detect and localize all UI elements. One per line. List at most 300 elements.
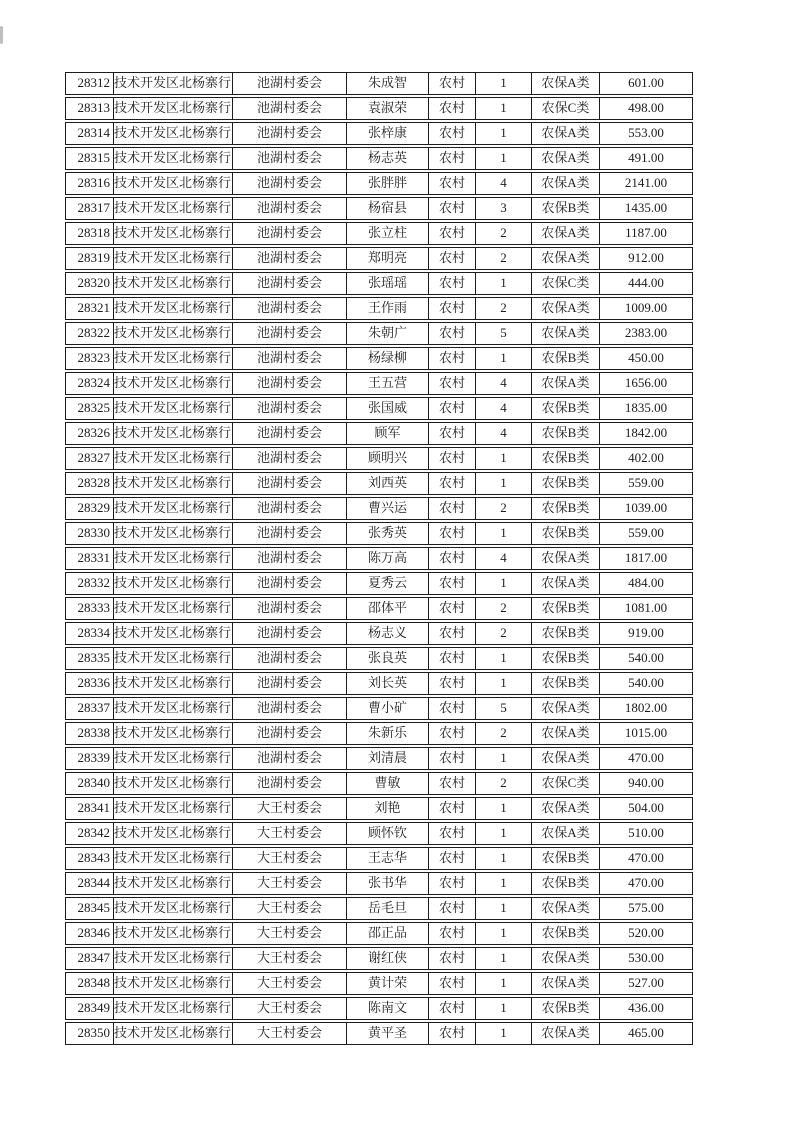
cell-name: 刘清晨 xyxy=(347,748,429,769)
cell-category: 农保B类 xyxy=(532,498,600,519)
table-row xyxy=(65,972,693,995)
cell-amount: 484.00 xyxy=(628,575,664,590)
cell-residence: 农村 xyxy=(429,898,476,919)
cell-amount: 1435.00 xyxy=(624,200,668,215)
cell-count: 2 xyxy=(476,498,532,519)
cell-residence: 农村 xyxy=(429,498,476,519)
cell-village: 池湖村委会 xyxy=(233,248,347,269)
cell-village: 大王村委会 xyxy=(233,948,347,969)
cell-village: 大王村委会 xyxy=(233,998,347,1019)
cell-name: 王五营 xyxy=(347,373,429,394)
cell-village: 池湖村委会 xyxy=(233,523,347,544)
cell-residence: 农村 xyxy=(429,723,476,744)
cell-unit: 技术开发区北杨寨行 xyxy=(114,423,233,444)
cell-category: 农保A类 xyxy=(532,723,600,744)
table-row xyxy=(65,322,693,345)
cell-residence: 农村 xyxy=(429,73,476,94)
cell-village: 池湖村委会 xyxy=(233,598,347,619)
cell-village: 大王村委会 xyxy=(233,798,347,819)
cell-amount: 504.00 xyxy=(628,800,664,815)
cell-amount: 470.00 xyxy=(628,750,664,765)
cell-amount: 1187.00 xyxy=(625,225,667,240)
cell-amount: 1015.00 xyxy=(624,725,668,740)
cell-residence: 农村 xyxy=(429,423,476,444)
cell-unit: 技术开发区北杨寨行 xyxy=(114,698,233,719)
cell-unit: 技术开发区北杨寨行 xyxy=(114,498,233,519)
cell-amount: 444.00 xyxy=(628,275,664,290)
table-row xyxy=(65,822,693,845)
table-row xyxy=(65,722,693,745)
cell-category: 农保A类 xyxy=(532,948,600,969)
cell-village: 大王村委会 xyxy=(233,1023,347,1044)
cell-id: 28345 xyxy=(66,898,114,919)
cell-id: 28330 xyxy=(66,523,114,544)
cell-residence: 农村 xyxy=(429,1023,476,1044)
cell-count: 3 xyxy=(476,198,532,219)
cell-name: 邵体平 xyxy=(347,598,429,619)
cell-count: 5 xyxy=(476,323,532,344)
cell-amount: 510.00 xyxy=(628,825,664,840)
cell-count: 2 xyxy=(476,248,532,269)
cell-count: 1 xyxy=(476,998,532,1019)
cell-id: 28333 xyxy=(66,598,114,619)
cell-category: 农保A类 xyxy=(532,123,600,144)
cell-count: 4 xyxy=(476,423,532,444)
cell-id: 28347 xyxy=(66,948,114,969)
table-row xyxy=(65,297,693,320)
cell-village: 池湖村委会 xyxy=(233,73,347,94)
cell-name: 王作雨 xyxy=(347,298,429,319)
cell-residence: 农村 xyxy=(429,923,476,944)
cell-id: 28340 xyxy=(66,773,114,794)
cell-residence: 农村 xyxy=(429,848,476,869)
cell-count: 1 xyxy=(476,823,532,844)
cell-village: 大王村委会 xyxy=(233,848,347,869)
cell-name: 刘西英 xyxy=(347,473,429,494)
cell-id: 28321 xyxy=(66,298,114,319)
table-row xyxy=(65,497,693,520)
cell-village: 池湖村委会 xyxy=(233,773,347,794)
cell-amount: 498.00 xyxy=(628,100,664,115)
cell-id: 28341 xyxy=(66,798,114,819)
cell-id: 28342 xyxy=(66,823,114,844)
cell-count: 1 xyxy=(476,148,532,169)
cell-unit: 技术开发区北杨寨行 xyxy=(114,998,233,1019)
cell-village: 池湖村委会 xyxy=(233,173,347,194)
cell-count: 4 xyxy=(476,373,532,394)
cell-amount: 491.00 xyxy=(628,150,664,165)
cell-category: 农保A类 xyxy=(532,73,600,94)
cell-amount: 470.00 xyxy=(628,875,664,890)
cell-id: 28326 xyxy=(66,423,114,444)
cell-category: 农保B类 xyxy=(532,598,600,619)
cell-amount: 465.00 xyxy=(628,1025,664,1040)
cell-category: 农保B类 xyxy=(532,923,600,944)
cell-name: 黄计荣 xyxy=(347,973,429,994)
cell-unit: 技术开发区北杨寨行 xyxy=(114,273,233,294)
cell-id: 28346 xyxy=(66,923,114,944)
cell-count: 1 xyxy=(476,448,532,469)
cell-count: 1 xyxy=(476,873,532,894)
table-row xyxy=(65,572,693,595)
cell-unit: 技术开发区北杨寨行 xyxy=(114,123,233,144)
cell-count: 1 xyxy=(476,523,532,544)
cell-amount: 520.00 xyxy=(628,925,664,940)
cell-village: 大王村委会 xyxy=(233,898,347,919)
table-row xyxy=(65,522,693,545)
table-row xyxy=(65,147,693,170)
table-row xyxy=(65,97,693,120)
cell-amount: 402.00 xyxy=(628,450,664,465)
table-row xyxy=(65,422,693,445)
cell-residence: 农村 xyxy=(429,873,476,894)
cell-amount: 1656.00 xyxy=(624,375,668,390)
cell-unit: 技术开发区北杨寨行 xyxy=(114,173,233,194)
cell-residence: 农村 xyxy=(429,823,476,844)
table-row xyxy=(65,472,693,495)
cell-amount: 540.00 xyxy=(628,675,664,690)
cell-id: 28331 xyxy=(66,548,114,569)
cell-category: 农保B类 xyxy=(532,448,600,469)
cell-unit: 技术开发区北杨寨行 xyxy=(114,548,233,569)
cell-village: 池湖村委会 xyxy=(233,648,347,669)
cell-unit: 技术开发区北杨寨行 xyxy=(114,748,233,769)
cell-residence: 农村 xyxy=(429,98,476,119)
cell-id: 28322 xyxy=(66,323,114,344)
table-row xyxy=(65,897,693,920)
table-row xyxy=(65,172,693,195)
cell-village: 大王村委会 xyxy=(233,823,347,844)
cell-id: 28320 xyxy=(66,273,114,294)
cell-unit: 技术开发区北杨寨行 xyxy=(114,348,233,369)
cell-village: 池湖村委会 xyxy=(233,498,347,519)
cell-category: 农保C类 xyxy=(532,273,600,294)
cell-name: 杨宿县 xyxy=(347,198,429,219)
cell-category: 农保A类 xyxy=(532,1023,600,1044)
cell-residence: 农村 xyxy=(429,548,476,569)
cell-count: 5 xyxy=(476,698,532,719)
cell-residence: 农村 xyxy=(429,248,476,269)
cell-id: 28332 xyxy=(66,573,114,594)
table-row xyxy=(65,1022,693,1045)
cell-amount: 540.00 xyxy=(628,650,664,665)
cell-amount: 553.00 xyxy=(628,125,664,140)
cell-unit: 技术开发区北杨寨行 xyxy=(114,573,233,594)
cell-count: 2 xyxy=(476,598,532,619)
cell-amount: 530.00 xyxy=(628,950,664,965)
cell-residence: 农村 xyxy=(429,298,476,319)
cell-name: 朱成智 xyxy=(347,73,429,94)
cell-unit: 技术开发区北杨寨行 xyxy=(114,623,233,644)
cell-category: 农保B类 xyxy=(532,623,600,644)
cell-name: 张梓康 xyxy=(347,123,429,144)
cell-name: 刘艳 xyxy=(347,798,429,819)
cell-count: 2 xyxy=(476,623,532,644)
cell-village: 大王村委会 xyxy=(233,973,347,994)
cell-amount: 1817.00 xyxy=(624,550,668,565)
cell-residence: 农村 xyxy=(429,698,476,719)
cell-residence: 农村 xyxy=(429,598,476,619)
cell-name: 曹兴运 xyxy=(347,498,429,519)
cell-category: 农保C类 xyxy=(532,98,600,119)
cell-unit: 技术开发区北杨寨行 xyxy=(114,523,233,544)
cell-village: 池湖村委会 xyxy=(233,473,347,494)
cell-id: 28315 xyxy=(66,148,114,169)
cell-count: 1 xyxy=(476,123,532,144)
cell-unit: 技术开发区北杨寨行 xyxy=(114,1023,233,1044)
cell-village: 池湖村委会 xyxy=(233,348,347,369)
cell-amount: 559.00 xyxy=(628,475,664,490)
cell-unit: 技术开发区北杨寨行 xyxy=(114,648,233,669)
table-row xyxy=(65,947,693,970)
cell-village: 池湖村委会 xyxy=(233,698,347,719)
cell-count: 4 xyxy=(476,173,532,194)
cell-id: 28350 xyxy=(66,1023,114,1044)
cell-category: 农保A类 xyxy=(532,798,600,819)
cell-amount: 527.00 xyxy=(628,975,664,990)
cell-count: 1 xyxy=(476,348,532,369)
cell-residence: 农村 xyxy=(429,223,476,244)
table-row xyxy=(65,397,693,420)
cell-unit: 技术开发区北杨寨行 xyxy=(114,98,233,119)
cell-count: 1 xyxy=(476,748,532,769)
cell-category: 农保B类 xyxy=(532,198,600,219)
cell-residence: 农村 xyxy=(429,973,476,994)
cell-category: 农保A类 xyxy=(532,548,600,569)
cell-unit: 技术开发区北杨寨行 xyxy=(114,773,233,794)
cell-id: 28349 xyxy=(66,998,114,1019)
cell-village: 池湖村委会 xyxy=(233,148,347,169)
cell-count: 1 xyxy=(476,923,532,944)
cell-name: 朱新乐 xyxy=(347,723,429,744)
cell-id: 28316 xyxy=(66,173,114,194)
cell-village: 池湖村委会 xyxy=(233,748,347,769)
cell-name: 顾明兴 xyxy=(347,448,429,469)
cell-unit: 技术开发区北杨寨行 xyxy=(114,923,233,944)
cell-village: 池湖村委会 xyxy=(233,623,347,644)
cell-id: 28338 xyxy=(66,723,114,744)
cell-category: 农保A类 xyxy=(532,823,600,844)
cell-amount: 912.00 xyxy=(628,250,664,265)
cell-count: 1 xyxy=(476,798,532,819)
cell-amount: 940.00 xyxy=(628,775,664,790)
cell-amount: 1081.00 xyxy=(624,600,668,615)
cell-count: 1 xyxy=(476,273,532,294)
table-row xyxy=(65,197,693,220)
cell-id: 28337 xyxy=(66,698,114,719)
table-row xyxy=(65,372,693,395)
cell-amount: 2383.00 xyxy=(624,325,668,340)
cell-residence: 农村 xyxy=(429,523,476,544)
table-row xyxy=(65,872,693,895)
cell-residence: 农村 xyxy=(429,623,476,644)
cell-count: 4 xyxy=(476,548,532,569)
cell-name: 张瑶瑶 xyxy=(347,273,429,294)
scan-edge-artifact xyxy=(0,26,3,44)
cell-unit: 技术开发区北杨寨行 xyxy=(114,73,233,94)
cell-category: 农保A类 xyxy=(532,698,600,719)
cell-category: 农保A类 xyxy=(532,248,600,269)
cell-unit: 技术开发区北杨寨行 xyxy=(114,848,233,869)
cell-amount: 1802.00 xyxy=(624,700,668,715)
cell-name: 谢红侠 xyxy=(347,948,429,969)
cell-count: 1 xyxy=(476,573,532,594)
cell-category: 农保A类 xyxy=(532,173,600,194)
cell-name: 曹敏 xyxy=(347,773,429,794)
cell-residence: 农村 xyxy=(429,123,476,144)
cell-residence: 农村 xyxy=(429,673,476,694)
cell-amount: 2141.00 xyxy=(624,175,668,190)
cell-id: 28344 xyxy=(66,873,114,894)
cell-count: 1 xyxy=(476,473,532,494)
cell-residence: 农村 xyxy=(429,573,476,594)
cell-unit: 技术开发区北杨寨行 xyxy=(114,798,233,819)
cell-residence: 农村 xyxy=(429,998,476,1019)
cell-name: 张胖胖 xyxy=(347,173,429,194)
cell-residence: 农村 xyxy=(429,273,476,294)
cell-category: 农保B类 xyxy=(532,673,600,694)
cell-name: 陈南文 xyxy=(347,998,429,1019)
cell-category: 农保B类 xyxy=(532,873,600,894)
cell-id: 28334 xyxy=(66,623,114,644)
cell-unit: 技术开发区北杨寨行 xyxy=(114,248,233,269)
cell-village: 池湖村委会 xyxy=(233,273,347,294)
table-row xyxy=(65,647,693,670)
cell-village: 池湖村委会 xyxy=(233,398,347,419)
cell-unit: 技术开发区北杨寨行 xyxy=(114,448,233,469)
cell-name: 袁淑荣 xyxy=(347,98,429,119)
cell-unit: 技术开发区北杨寨行 xyxy=(114,723,233,744)
cell-village: 池湖村委会 xyxy=(233,223,347,244)
cell-amount: 1835.00 xyxy=(624,400,668,415)
cell-id: 28319 xyxy=(66,248,114,269)
cell-id: 28313 xyxy=(66,98,114,119)
cell-amount: 450.00 xyxy=(628,350,664,365)
cell-name: 杨志英 xyxy=(347,148,429,169)
cell-village: 池湖村委会 xyxy=(233,373,347,394)
cell-count: 1 xyxy=(476,948,532,969)
cell-amount: 575.00 xyxy=(628,900,664,915)
cell-category: 农保B类 xyxy=(532,348,600,369)
cell-amount: 1842.00 xyxy=(624,425,668,440)
cell-residence: 农村 xyxy=(429,748,476,769)
cell-name: 郑明亮 xyxy=(347,248,429,269)
cell-name: 杨志义 xyxy=(347,623,429,644)
cell-village: 大王村委会 xyxy=(233,873,347,894)
cell-name: 张书华 xyxy=(347,873,429,894)
table-row xyxy=(65,597,693,620)
cell-village: 池湖村委会 xyxy=(233,323,347,344)
cell-id: 28323 xyxy=(66,348,114,369)
cell-residence: 农村 xyxy=(429,198,476,219)
cell-name: 张良英 xyxy=(347,648,429,669)
cell-residence: 农村 xyxy=(429,773,476,794)
table-row xyxy=(65,347,693,370)
cell-unit: 技术开发区北杨寨行 xyxy=(114,973,233,994)
cell-unit: 技术开发区北杨寨行 xyxy=(114,223,233,244)
cell-category: 农保A类 xyxy=(532,223,600,244)
cell-village: 大王村委会 xyxy=(233,923,347,944)
cell-category: 农保B类 xyxy=(532,423,600,444)
cell-id: 28325 xyxy=(66,398,114,419)
cell-unit: 技术开发区北杨寨行 xyxy=(114,198,233,219)
cell-name: 岳毛旦 xyxy=(347,898,429,919)
cell-residence: 农村 xyxy=(429,148,476,169)
cell-name: 朱朝广 xyxy=(347,323,429,344)
cell-name: 张国威 xyxy=(347,398,429,419)
cell-category: 农保A类 xyxy=(532,148,600,169)
table-row xyxy=(65,797,693,820)
cell-id: 28314 xyxy=(66,123,114,144)
cell-name: 邵正品 xyxy=(347,923,429,944)
cell-count: 2 xyxy=(476,298,532,319)
table-row xyxy=(65,997,693,1020)
cell-id: 28324 xyxy=(66,373,114,394)
cell-amount: 919.00 xyxy=(628,625,664,640)
table-row xyxy=(65,697,693,720)
table-row xyxy=(65,922,693,945)
cell-category: 农保B类 xyxy=(532,998,600,1019)
cell-category: 农保A类 xyxy=(532,323,600,344)
cell-village: 池湖村委会 xyxy=(233,448,347,469)
cell-village: 池湖村委会 xyxy=(233,298,347,319)
cell-id: 28343 xyxy=(66,848,114,869)
table-row xyxy=(65,847,693,870)
cell-name: 张秀英 xyxy=(347,523,429,544)
cell-name: 顾军 xyxy=(347,423,429,444)
cell-village: 池湖村委会 xyxy=(233,98,347,119)
cell-name: 刘长英 xyxy=(347,673,429,694)
cell-village: 池湖村委会 xyxy=(233,673,347,694)
cell-amount: 436.00 xyxy=(628,1000,664,1015)
cell-id: 28317 xyxy=(66,198,114,219)
cell-category: 农保A类 xyxy=(532,973,600,994)
cell-residence: 农村 xyxy=(429,373,476,394)
cell-count: 2 xyxy=(476,773,532,794)
cell-unit: 技术开发区北杨寨行 xyxy=(114,473,233,494)
table-row xyxy=(65,247,693,270)
table-row xyxy=(65,272,693,295)
cell-village: 池湖村委会 xyxy=(233,573,347,594)
cell-id: 28328 xyxy=(66,473,114,494)
cell-unit: 技术开发区北杨寨行 xyxy=(114,673,233,694)
cell-amount: 559.00 xyxy=(628,525,664,540)
cell-residence: 农村 xyxy=(429,473,476,494)
cell-residence: 农村 xyxy=(429,348,476,369)
cell-village: 池湖村委会 xyxy=(233,723,347,744)
cell-id: 28329 xyxy=(66,498,114,519)
cell-residence: 农村 xyxy=(429,323,476,344)
cell-category: 农保C类 xyxy=(532,773,600,794)
cell-id: 28335 xyxy=(66,648,114,669)
cell-village: 池湖村委会 xyxy=(233,198,347,219)
cell-count: 1 xyxy=(476,848,532,869)
cell-count: 1 xyxy=(476,648,532,669)
cell-residence: 农村 xyxy=(429,448,476,469)
cell-category: 农保B类 xyxy=(532,848,600,869)
cell-village: 池湖村委会 xyxy=(233,123,347,144)
cell-category: 农保A类 xyxy=(532,898,600,919)
cell-name: 夏秀云 xyxy=(347,573,429,594)
cell-unit: 技术开发区北杨寨行 xyxy=(114,373,233,394)
cell-residence: 农村 xyxy=(429,798,476,819)
cell-amount: 470.00 xyxy=(628,850,664,865)
table-row xyxy=(65,622,693,645)
cell-id: 28327 xyxy=(66,448,114,469)
cell-residence: 农村 xyxy=(429,648,476,669)
cell-village: 池湖村委会 xyxy=(233,423,347,444)
table-row xyxy=(65,122,693,145)
